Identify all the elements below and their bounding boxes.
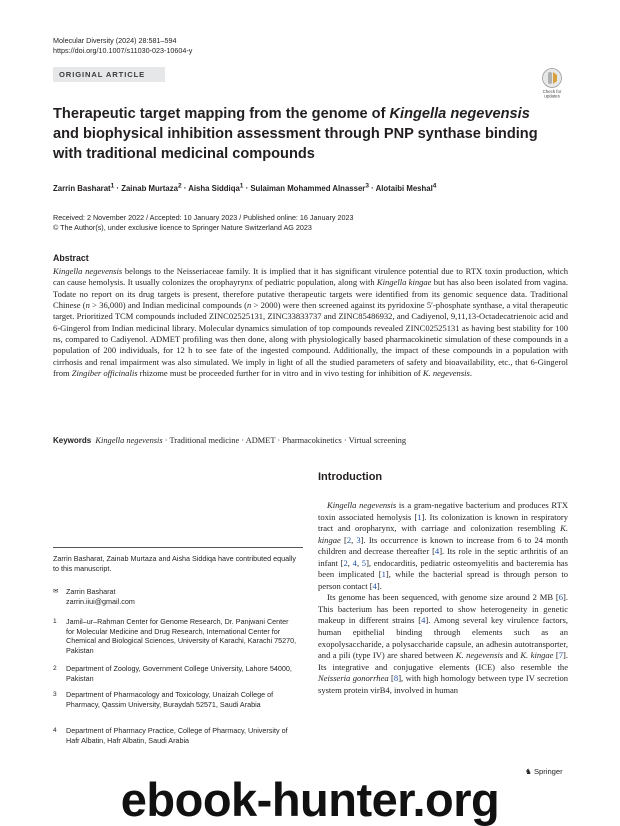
author[interactable]: Zainab Murtaza$^2$ <box>121 182 182 193</box>
corresponding-email[interactable]: zarrin.iiui@gmail.com <box>66 596 135 606</box>
intro-paragraph-2: Its genome has been sequenced, with genome size around 2 MB [6]. This bacterium has been reported to show heterogeneity in genetic makeup in different strains [4]. Among several key virulence factors, human epithelial binding through elements such as an exopolysaccharide, a polysaccharide capsule, an adhesin autotransporter, and a pili (type IV) are shared between K. negevensis and K. kingae [7]. Its integrative and conjugative elements (ICE) also resemble the Neisseria gonorrhea [8], with high homology between type IV secretion system protein virB4, involved in human <box>318 592 569 695</box>
equal-contribution-note: Zarrin Basharat, Zainab Murtaza and Aisha Siddiqa have contributed equally to this manuscript. <box>53 554 296 573</box>
author[interactable]: Sulaiman Mohammed Alnasser$^3$ <box>250 182 369 193</box>
intro-paragraph-1: Kingella negevensis is a gram-negative bacterium and produces RTX toxin associated hemolysis [1]. Its colonization is known in respiratory tract and oropharynx, with carriage and colonization resembling K. kingae [2, 3]. Its occurrence is known to increase from 6 to 24 month children and decrease thereafter [4]. Its role in the septic arthritis of an infant [2, 4, 5], endocarditis, pediatric osteomyelitis and bacteremia has been implicated [1], while the bacterial spread is through person to person contact [4]. <box>318 500 569 591</box>
citation-link[interactable]: 4 <box>372 580 377 591</box>
citation-link[interactable]: 2 <box>343 557 348 568</box>
affiliation: 1 Jamil–ur–Rahman Center for Genome Research, Dr. Panjwani Center for Molecular Medicine and Drug Research, International Center for Chemical and Biological Sciences, University of Karachi, Karachi 75270, Pakistan <box>53 617 297 655</box>
corresponding-author <box>53 587 298 607</box>
springer-horse-icon: ♞ <box>525 767 532 776</box>
citation-link[interactable]: 7 <box>558 650 564 661</box>
affiliation: 4 Department of Pharmacy Practice, College of Pharmacy, University of Hafr Albatin, Hafr Albatin, Saudi Arabia <box>53 726 288 745</box>
check-updates-icon <box>538 67 566 99</box>
citation-link[interactable]: 5 <box>361 557 367 568</box>
citation-link[interactable]: 4 <box>421 615 426 626</box>
envelope-icon: ✉ <box>53 588 59 595</box>
keywords: Keywords Kingella negevensis · Traditional medicine · ADMET · Pharmacokinetics · Virtual screening <box>53 436 407 445</box>
springer-logo: ♞ Springer <box>525 767 563 776</box>
affiliation: 2 Department of Zoology, Government College University, Lahore 54000, Pakistan <box>53 664 292 683</box>
check-updates-text: Check for <box>542 89 562 94</box>
citation-link[interactable]: 8 <box>393 673 399 684</box>
author-list: Zarrin Basharat$^1$ · Zainab Murtaza$^2$ · Aisha Siddiqa$^1$ · Sulaiman Mohammed Alnasser$^3$ · Alotaibi Meshal$^4$ <box>53 182 437 193</box>
author[interactable]: Zarrin Basharat$^1$ <box>53 182 115 193</box>
article-title: Therapeutic target mapping from the genome of Kingella negevensis and biophysical inhibition assessment through PNP synthase binding with traditional medicinal compounds <box>53 106 538 162</box>
copyright: © The Author(s), under exclusive licence to Springer Nature Switzerland AG 2023 <box>53 223 312 232</box>
doi-link[interactable]: https://doi.org/10.1007/s11030-023-10604-y <box>53 45 193 55</box>
abstract-body: Kingella negevensis belongs to the Neisseriaceae family. It is implied that it has significant virulence potential due to RTX toxin production, which can cause hemolysis. It usually colonizes the orophayrynx of pediatric population, along with Kingella kingae but has also been isolated from vagina. Todate no report on its drug targets is present, therefore putative therapeutic targets were identified from its genomic sequence data. Traditional Chinese (n > 36,000) and Indian medicinal compounds (n > 2000) were then screened against its pyridoxine 5′-phosphate synthase, a vital therapeutic target. Prioritized TCM compounds included ZINC02525131, ZINC33833737 and ZINC85486932, and Cadiyenol, 9,11,13-Octadecatrienoic acid and 6-Gingerol from Indian medicinal library. Molecular dynamics simulation of top compounds revealed ZINC02525131 as having best stability for 100 ns, compared to Cadiyenol. ADMET profiling was then done, along with physiologically based pharmacokinetic simulation of these compounds in a population of 200 individuals, for 12 h to see fate of the ingested compound. Additionally, the impact of these compounds in a population with cirrhosis and renal impairment was also simulated. We imply in light of all the studied parameters of safety and bioavailability, etc., that 6-Gingerol from Zingiber officinalis rhizome must be proceeded further for in vitro and in vivo testing for inhibition of K. negevensis. <box>53 266 568 379</box>
svg-text:updates: updates <box>544 93 560 99</box>
citation-link[interactable]: 1 <box>417 511 422 522</box>
footnote-divider <box>53 547 303 548</box>
watermark: ebook-hunter.org <box>120 773 500 826</box>
abstract-heading: Abstract <box>53 253 89 263</box>
citation-link[interactable]: 6 <box>558 592 564 603</box>
affiliation: 3 Department of Pharmacology and Toxicology, Unaizah College of Pharmacy, Qassim University, Buraydah 52571, Saudi Arabia <box>53 690 274 709</box>
author[interactable]: Alotaibi Meshal$^4$ <box>375 182 437 193</box>
journal-citation <box>53 36 192 55</box>
article-type-badge <box>53 67 165 82</box>
keywords-label: Keywords <box>53 436 92 445</box>
citation-link[interactable]: 2 <box>346 534 352 545</box>
citation-link[interactable]: 3 <box>356 534 361 545</box>
history-dates: Received: 2 November 2022 / Accepted: 10 January 2023 / Published online: 16 January 2023 <box>53 213 354 222</box>
author[interactable]: Aisha Siddiqa$^1$ <box>188 182 244 193</box>
corresponding-name: Zarrin Basharat <box>66 587 116 596</box>
citation-link[interactable]: 4 <box>434 546 440 557</box>
citation-link[interactable]: 1 <box>381 569 386 580</box>
introduction-heading: Introduction <box>318 471 383 483</box>
introduction-body <box>318 500 568 696</box>
publication-dates <box>53 213 573 233</box>
article-type-label: ORIGINAL ARTICLE <box>59 70 146 79</box>
journal-volume: Molecular Diversity (2024) 28:581–594 <box>53 36 177 45</box>
check-for-updates-button[interactable] <box>538 67 566 99</box>
citation-link[interactable]: 4 <box>352 557 357 568</box>
